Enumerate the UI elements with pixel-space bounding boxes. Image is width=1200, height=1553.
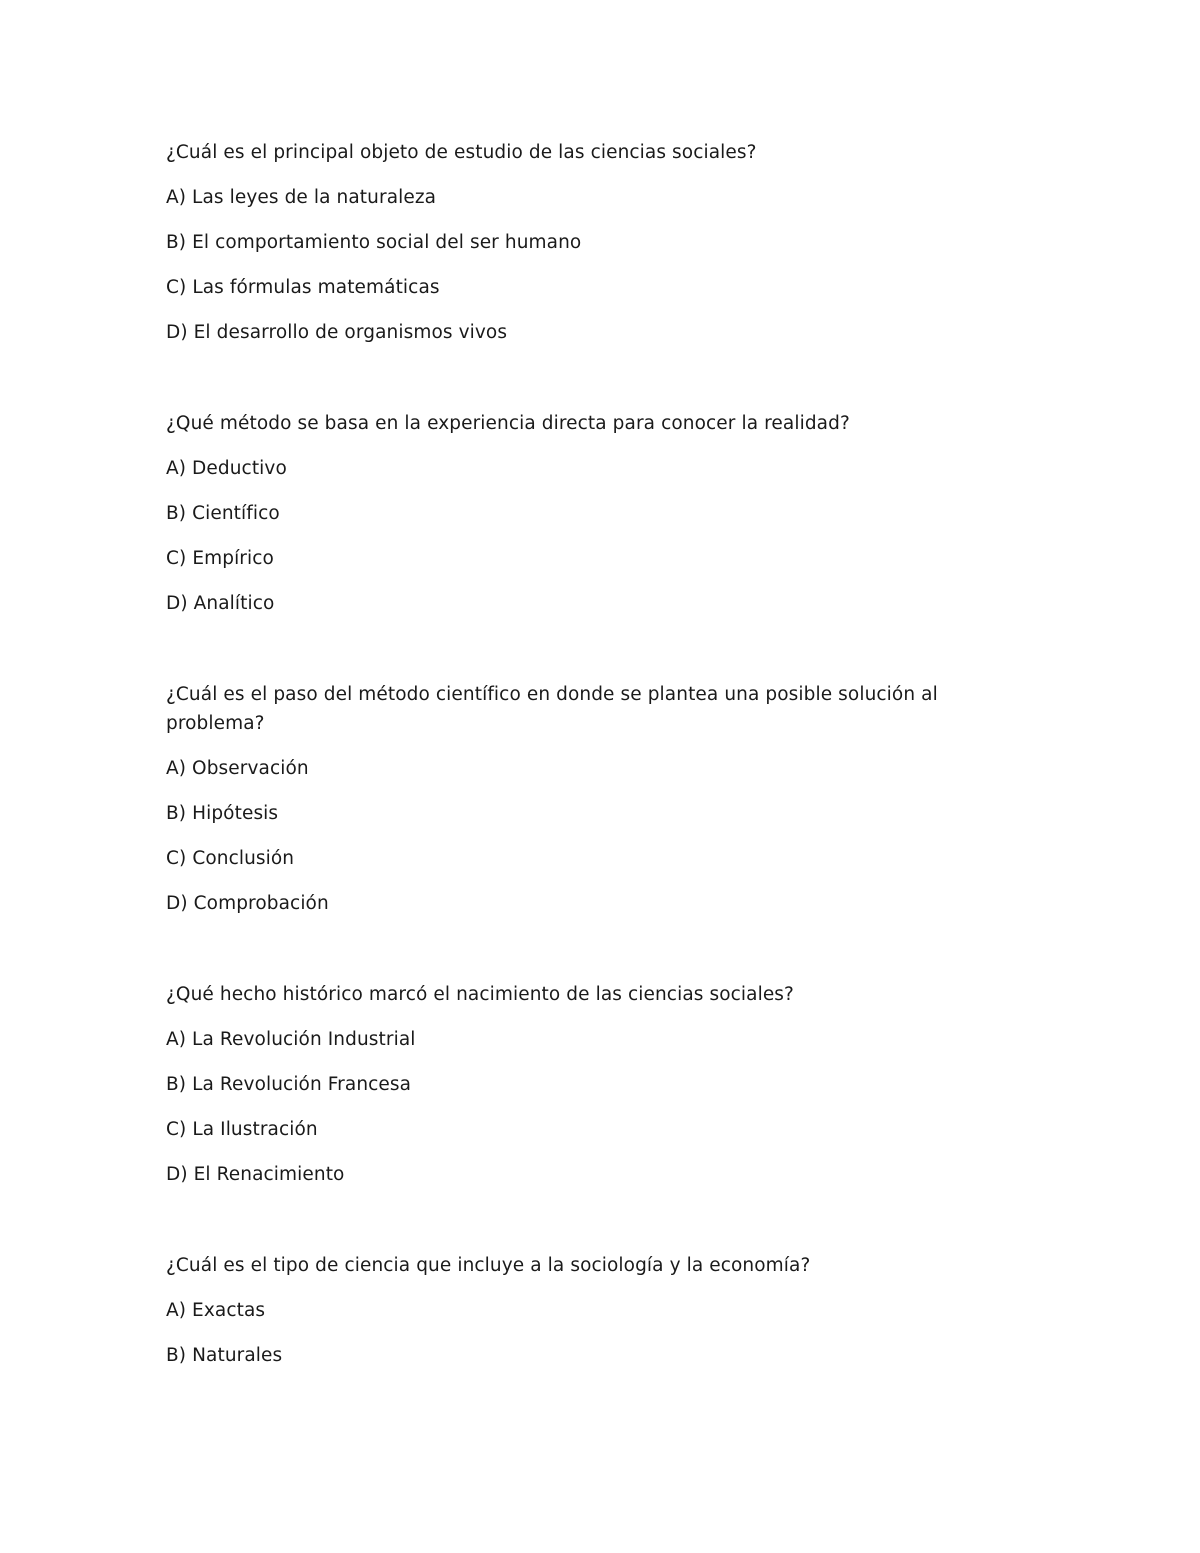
- option-a: A) La Revolución Industrial: [166, 1029, 416, 1050]
- option-b: B) Hipótesis: [166, 803, 279, 824]
- option-d: D) El Renacimiento: [166, 1164, 345, 1185]
- question-text: ¿Qué hecho histórico marcó el nacimiento de las ciencias sociales?: [166, 984, 794, 1005]
- option-c: C) Las fórmulas matemáticas: [166, 277, 440, 298]
- question-text: ¿Cuál es el paso del método científico en donde se plantea una posible solución al problema?: [166, 684, 938, 734]
- question-3: [166, 680, 966, 918]
- option-a: A) Deductivo: [166, 458, 287, 479]
- option-a: A) Las leyes de la naturaleza: [166, 187, 437, 208]
- document-page: [166, 138, 966, 1386]
- question-spacer: [166, 1205, 966, 1251]
- question-1: [166, 138, 966, 347]
- option-c: C) Empírico: [166, 548, 274, 569]
- question-text: ¿Qué método se basa en la experiencia directa para conocer la realidad?: [166, 413, 850, 434]
- option-c: C) La Ilustración: [166, 1119, 318, 1140]
- option-d: D) Analítico: [166, 593, 275, 614]
- question-5: [166, 1251, 966, 1370]
- question-4: [166, 980, 966, 1189]
- option-d: D) El desarrollo de organismos vivos: [166, 322, 508, 343]
- option-a: A) Exactas: [166, 1300, 266, 1321]
- question-spacer: [166, 934, 966, 980]
- option-b: B) El comportamiento social del ser humano: [166, 232, 582, 253]
- option-c: C) Conclusión: [166, 848, 295, 869]
- option-b: B) La Revolución Francesa: [166, 1074, 412, 1095]
- question-text: ¿Cuál es el tipo de ciencia que incluye a la sociología y la economía?: [166, 1255, 811, 1276]
- question-spacer: [166, 363, 966, 409]
- question-2: [166, 409, 966, 618]
- option-b: B) Naturales: [166, 1345, 283, 1366]
- option-a: A) Observación: [166, 758, 309, 779]
- option-b: B) Científico: [166, 503, 280, 524]
- option-d: D) Comprobación: [166, 893, 329, 914]
- question-spacer: [166, 634, 966, 680]
- question-text: ¿Cuál es el principal objeto de estudio de las ciencias sociales?: [166, 142, 757, 163]
